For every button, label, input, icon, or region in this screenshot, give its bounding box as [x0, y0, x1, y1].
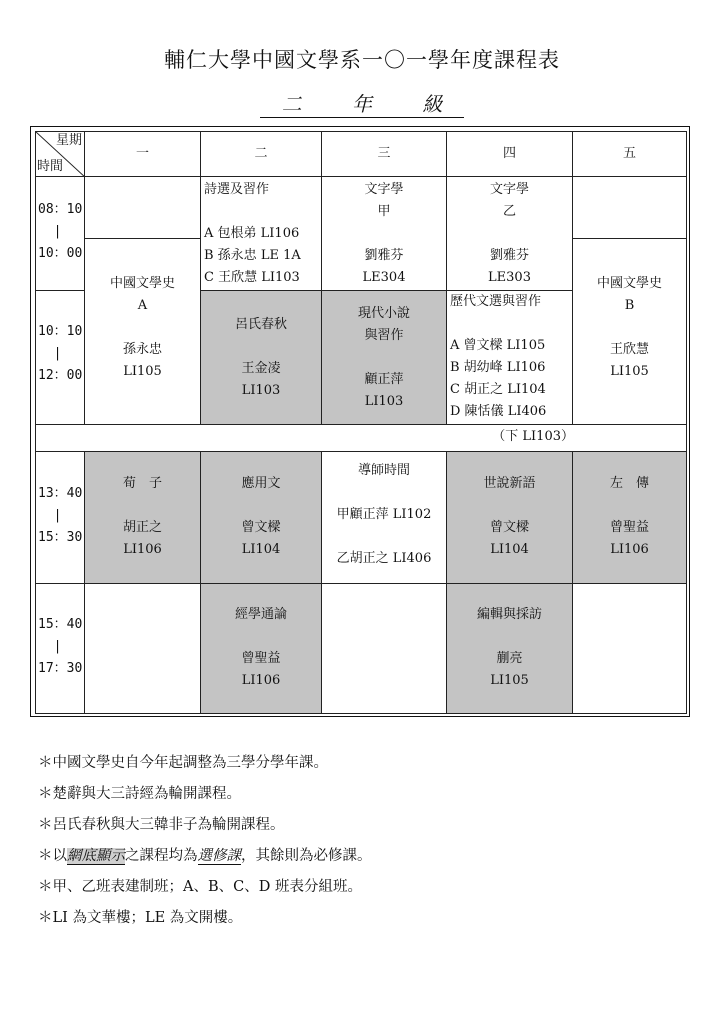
corner-header — [35, 131, 85, 177]
note-item: ＊LI 為文華樓；LE 為文開樓。 — [38, 910, 243, 926]
course-tue-pm2: 經學通論 曾聖益 LI106 — [200, 583, 322, 714]
course-thu-pm1: 世說新語 曾文樑 LI104 — [446, 451, 573, 584]
noon-note-row: （下 LI103） — [35, 424, 687, 452]
course-thu-pm2: 編輯與採訪 蒯亮 LI105 — [446, 583, 573, 714]
note-item: ＊楚辭與大三詩經為輪開課程。 — [38, 786, 241, 802]
empty-cell — [84, 176, 201, 239]
notes-list — [38, 748, 372, 934]
corner-day-label: 星期 — [55, 133, 82, 148]
note-item: ＊以網底顯示之課程均為選修課，其餘則為必修課。 — [38, 848, 372, 864]
course-thu-am1: 文字學 乙 劉雅芬 LE303 — [446, 176, 573, 291]
empty-cell — [321, 583, 447, 714]
note-item: ＊呂氏春秋與大三韓非子為輪開課程。 — [38, 817, 285, 833]
course-wed-pm1: 導師時間 甲顧正萍 LI102 乙胡正之 LI406 — [321, 451, 447, 584]
time-slot-2: 10：10 | 12：00 — [35, 290, 85, 425]
course-tue-am1: 詩選及習作 A 包根弟 LI106 B 孫永忠 LE 1A C 王欣慧 LI103 — [200, 176, 322, 291]
course-fri-pm1: 左 傳 曾聖益 LI106 — [572, 451, 687, 584]
day-header-mon: 一 — [84, 131, 201, 177]
grade-label: 二 年 級 — [0, 88, 724, 117]
course-mon-pm1: 荀 子 胡正之 LI106 — [84, 451, 201, 584]
course-tue-pm1: 應用文 曾文樑 LI104 — [200, 451, 322, 584]
timetable — [30, 126, 690, 717]
elective-text: 選修課 — [197, 848, 241, 864]
day-header-thu: 四 — [446, 131, 573, 177]
day-header-tue: 二 — [200, 131, 322, 177]
course-mon-am: 中國文學史 A 孫永忠 LI105 — [84, 238, 201, 425]
note-item: ＊中國文學史自今年起調整為三學分學年課。 — [38, 755, 328, 771]
day-header-wed: 三 — [321, 131, 447, 177]
course-wed-am2: 現代小說 與習作 顧正萍 LI103 — [321, 290, 447, 425]
time-slot-3: 13：40 | 15：30 — [35, 451, 85, 584]
time-slot-1: 08：10 | 10：00 — [35, 176, 85, 291]
course-fri-am: 中國文學史 B 王欣慧 LI105 — [572, 238, 687, 425]
day-header-fri: 五 — [572, 131, 687, 177]
shaded-text: 網底顯示 — [67, 848, 125, 864]
empty-cell — [572, 583, 687, 714]
empty-cell — [84, 583, 201, 714]
course-wed-am1: 文字學 甲 劉雅芬 LE304 — [321, 176, 447, 291]
corner-time-label: 時間 — [37, 159, 64, 174]
empty-cell — [572, 176, 687, 239]
course-tue-am2: 呂氏春秋 王金凌 LI103 — [200, 290, 322, 425]
page-title: 輔仁大學中國文學系一〇一學年度課程表 — [164, 48, 560, 72]
time-slot-4: 15：40 | 17：30 — [35, 583, 85, 714]
note-item: ＊甲、乙班表建制班；A、B、C、D 班表分組班。 — [38, 879, 362, 895]
course-thu-am2: 歷代文選與習作 A 曾文樑 LI105 B 胡幼峰 LI106 C 胡正之 LI104 D 陳恬儀 LI406 — [446, 290, 573, 425]
